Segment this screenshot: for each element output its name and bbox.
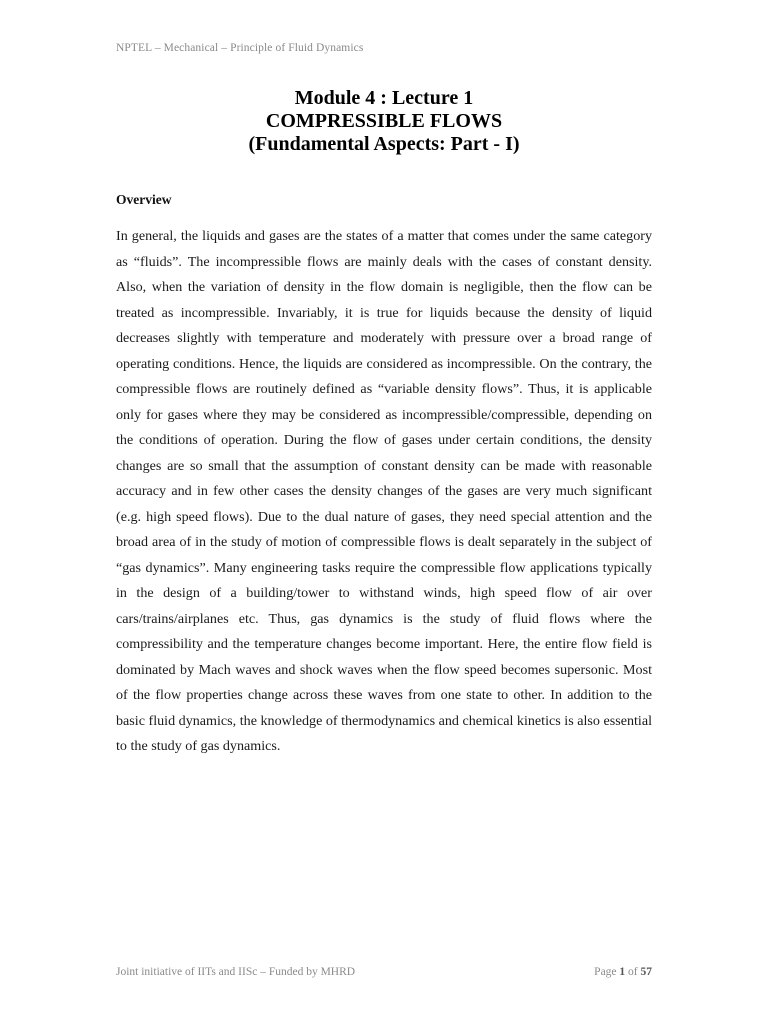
- page-title: [116, 87, 652, 156]
- page-label: Page: [594, 966, 617, 978]
- page-number: [594, 966, 652, 978]
- page-current: 1: [619, 966, 626, 978]
- section-heading: Overview: [116, 192, 172, 207]
- page-of-label: of: [628, 966, 638, 978]
- title-topic: COMPRESSIBLE FLOWS: [265, 110, 503, 132]
- title-subtopic: (Fundamental Aspects: Part - I): [248, 133, 520, 155]
- running-header: NPTEL – Mechanical – Principle of Fluid Dynamics: [116, 42, 364, 54]
- footer-credit: Joint initiative of IITs and IISc – Funded by MHRD: [116, 966, 356, 978]
- title-module-lecture: Module 4 : Lecture 1: [294, 87, 474, 109]
- page-total: 57: [640, 966, 652, 978]
- overview-paragraph: In general, the liquids and gases are the states of a matter that comes under the same category as “fluids”. The incompressible flows are mainly deals with the cases of constant density. Also, when the variation of density in the flow domain is negligible, then the flow can be treated as incompressible. Invariably, it is true for liquids because the density of liquid decreases slightly with temperature and moderately with pressure over a broad range of operating conditions. Hence, the liquids are considered as incompressible. On the contrary, the compressible flows are routinely defined as “variable density flows”. Thus, it is applicable only for gases where they may be considered as incompressible/compressible, depending on the conditions of operation. During the flow of gases under certain conditions, the density changes are so small that the assumption of constant density can be made with reasonable accuracy and in few other cases the density changes of the gases are very much significant (e.g. high speed flows). Due to the dual nature of gases, they need special attention and the broad area of in the study of motion of compressible flows is dealt separately in the subject of “gas dynamics”. Many engineering tasks require the compressible flow applications typically in the design of a building/tower to withstand winds, high speed flow of air over cars/trains/airplanes etc. Thus, gas dynamics is the study of fluid flows where the compressibility and the temperature changes become important. Here, the entire flow field is dominated by Mach waves and shock waves when the flow speed becomes supersonic. Most of the flow properties change across these waves from one state to other. In addition to the basic fluid dynamics, the knowledge of thermodynamics and chemical kinetics is also essential to the study of gas dynamics.: [116, 228, 652, 754]
